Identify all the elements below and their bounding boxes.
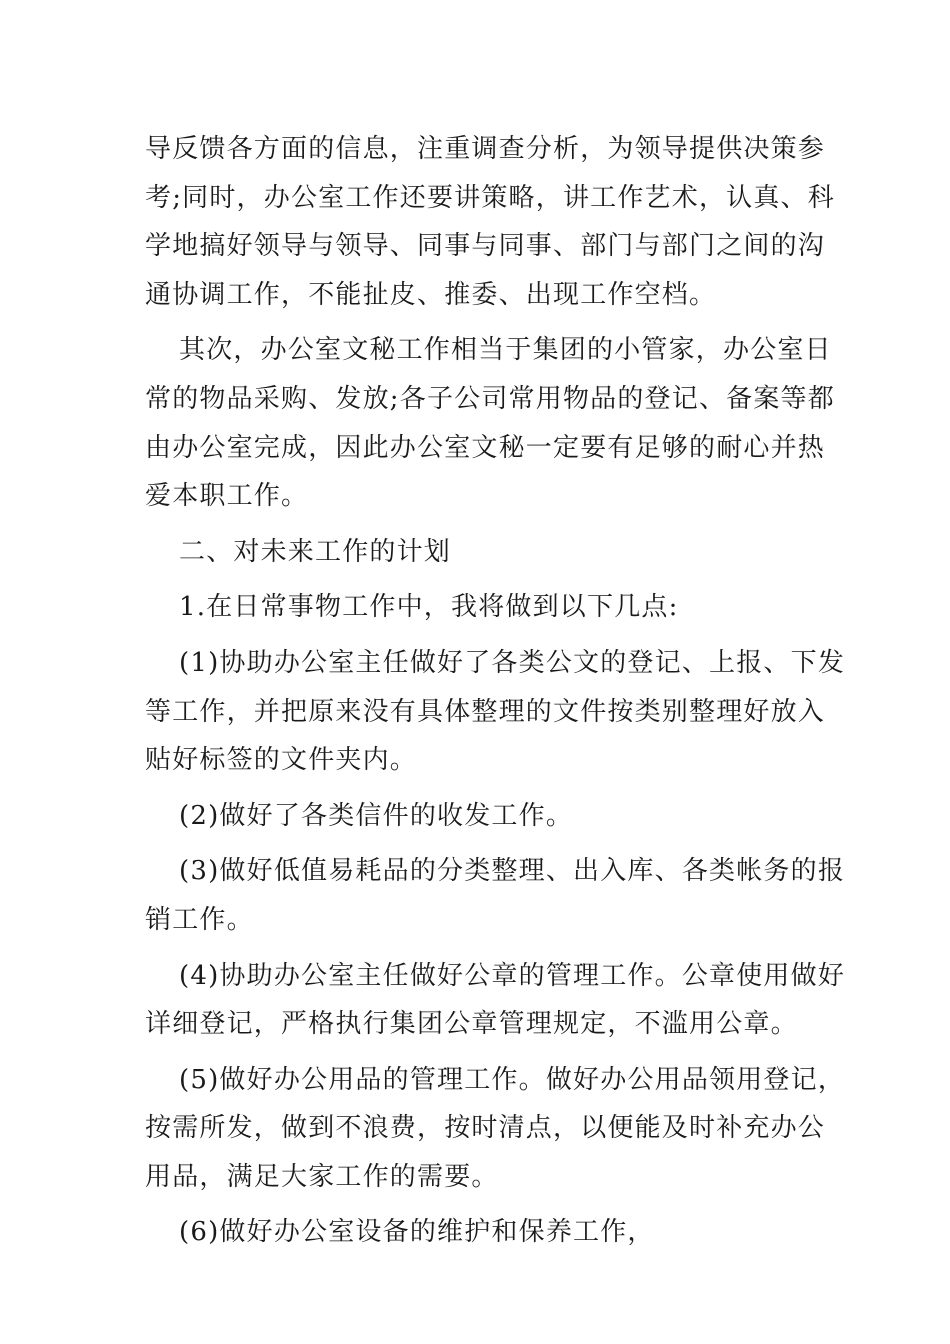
list-item-2 [145,792,810,841]
text-line: 销工作。 [145,904,254,935]
text-line: (1)协助办公室主任做好了各类公文的登记、上报、下发 [179,647,846,678]
text-line: 贴好标签的文件夹内。 [145,745,418,776]
text-line: 爱本职工作。 [145,481,309,512]
text-line: (5)做好办公用品的管理工作。做好办公用品领用登记， [179,1064,846,1095]
text-line: 按需所发，做到不浪费，按时清点，以便能及时补充办公 [145,1113,826,1144]
text-line: (6)做好办公室设备的维护和保养工作， [179,1217,655,1248]
text-line: (4)协助办公室主任做好公章的管理工作。公章使用做好 [179,960,846,991]
text-line: 其次，办公室文秘工作相当于集团的小管家，办公室日 [179,335,832,366]
text-line: 1.在日常事物工作中，我将做到以下几点: [179,592,679,623]
text-line: 二、对未来工作的计划 [179,536,452,567]
document-page [145,125,846,1264]
list-item-5 [145,1056,846,1202]
list-item-1 [145,639,846,785]
text-line: 用品，满足大家工作的需要。 [145,1161,499,1192]
paragraph-1 [145,125,835,319]
list-item-3 [145,847,846,944]
list-item-4 [145,952,846,1049]
text-line: (2)做好了各类信件的收发工作。 [179,800,574,831]
text-line: 通协调工作，不能扯皮、推委、出现工作空档。 [145,279,717,310]
text-line: 导反馈各方面的信息，注重调查分析，为领导提供决策参 [145,134,826,164]
subsection-heading [145,583,810,632]
text-line: 考;同时，办公室工作还要讲策略，讲工作艺术，认真、科 [145,182,835,213]
paragraph-2 [145,326,835,520]
text-line: (3)做好低值易耗品的分类整理、出入库、各类帐务的报 [179,856,846,887]
text-line: 常的物品采购、发放;各子公司常用物品的登记、备案等都 [145,383,835,414]
text-line: 等工作，并把原来没有具体整理的文件按类别整理好放入 [145,696,826,727]
text-line: 学地搞好领导与领导、同事与同事、部门与部门之间的沟 [145,231,826,262]
text-line: 详细登记，严格执行集团公章管理规定，不滥用公章。 [145,1009,798,1040]
text-line: 由办公室完成，因此办公室文秘一定要有足够的耐心并热 [145,432,826,463]
section-heading [145,528,810,577]
list-item-6 [145,1208,810,1257]
